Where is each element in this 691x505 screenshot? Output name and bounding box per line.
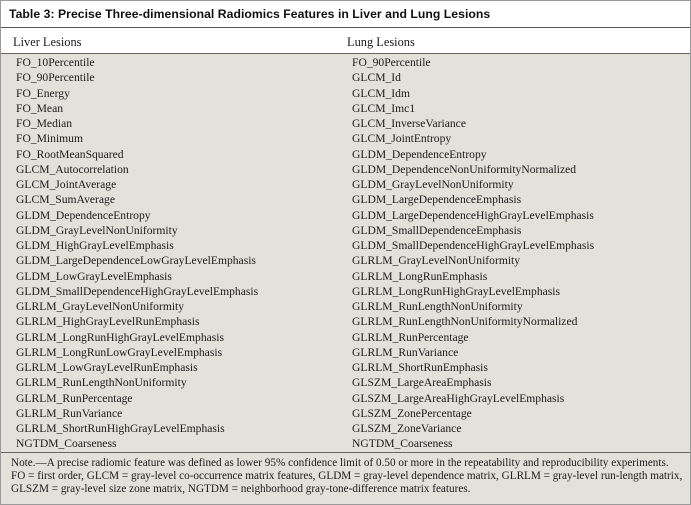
- liver-feature-item: GLRLM_RunVariance: [16, 406, 123, 420]
- lung-feature-item: GLCM_Idm: [352, 86, 410, 100]
- liver-feature-item: GLRLM_LongRunHighGrayLevelEmphasis: [16, 330, 225, 344]
- lung-feature-item: GLRLM_RunVariance: [352, 345, 459, 359]
- liver-feature-item: GLRLM_LowGrayLevelRunEmphasis: [16, 361, 198, 374]
- liver-feature-item: GLRLM_GrayLevelNonUniformity: [16, 300, 185, 313]
- column-header-liver: Liver Lesions: [13, 35, 82, 49]
- liver-feature-item: FO_90Percentile: [16, 71, 95, 85]
- lung-feature-item: GLCM_JointEntropy: [352, 132, 452, 146]
- liver-feature-item: FO_Mean: [16, 101, 64, 115]
- lung-feature-item: GLRLM_LongRunEmphasis: [352, 269, 488, 283]
- liver-feature-item: GLCM_SumAverage: [16, 193, 115, 207]
- lung-feature-item: GLDM_LargeDependenceHighGrayLevelEmphasis: [352, 208, 594, 222]
- lung-feature-item: GLDM_SmallDependenceEmphasis: [352, 223, 522, 237]
- lung-feature-item: GLCM_Id: [352, 71, 401, 85]
- liver-feature-item: GLRLM_RunPercentage: [16, 391, 133, 405]
- lung-feature-item: GLRLM_LongRunHighGrayLevelEmphasis: [352, 284, 561, 298]
- liver-feature-item: GLDM_SmallDependenceHighGrayLevelEmphasis: [16, 284, 259, 298]
- column-header-lung: Lung Lesions: [347, 35, 415, 49]
- lung-feature-item: GLDM_GrayLevelNonUniformity: [352, 178, 514, 191]
- lung-feature-item: GLCM_Imc1: [352, 101, 416, 115]
- liver-feature-item: GLRLM_LongRunLowGrayLevelEmphasis: [16, 345, 223, 359]
- liver-feature-item: GLCM_JointAverage: [16, 178, 117, 191]
- liver-feature-list: [16, 54, 258, 452]
- lung-feature-item: GLRLM_GrayLevelNonUniformity: [352, 254, 521, 268]
- lung-feature-item: NGTDM_Coarseness: [352, 437, 453, 451]
- header-row: [1, 28, 690, 54]
- lung-feature-item: GLSZM_ZoneVariance: [352, 422, 462, 435]
- liver-feature-item: GLDM_GrayLevelNonUniformity: [16, 223, 178, 237]
- liver-feature-item: GLRLM_RunLengthNonUniformity: [16, 376, 187, 390]
- liver-feature-item: GLDM_DependenceEntropy: [16, 208, 151, 222]
- liver-feature-item: GLDM_LowGrayLevelEmphasis: [16, 269, 172, 283]
- liver-feature-item: FO_Energy: [16, 86, 70, 100]
- lung-feature-item: GLSZM_LargeAreaEmphasis: [352, 376, 492, 390]
- lung-feature-item: GLDM_DependenceNonUniformityNormalized: [352, 162, 577, 176]
- liver-feature-item: GLRLM_HighGrayLevelRunEmphasis: [16, 315, 200, 329]
- lung-feature-item: GLSZM_LargeAreaHighGrayLevelEmphasis: [352, 391, 565, 405]
- lung-feature-item: GLRLM_RunLengthNonUniformityNormalized: [352, 315, 578, 329]
- table-title: Table 3: Precise Three-dimensional Radiomics Features in Liver and Lung Lesions: [9, 7, 491, 21]
- lung-feature-item: FO_90Percentile: [352, 56, 431, 69]
- liver-feature-item: GLDM_HighGrayLevelEmphasis: [16, 239, 174, 252]
- liver-feature-item: FO_RootMeanSquared: [16, 147, 124, 161]
- lung-feature-item: GLRLM_RunLengthNonUniformity: [352, 300, 523, 313]
- lung-feature-item: GLRLM_ShortRunEmphasis: [352, 361, 488, 374]
- lung-feature-item: GLDM_DependenceEntropy: [352, 147, 487, 161]
- table-bottom-rule: [1, 452, 690, 453]
- title-bar: [1, 1, 690, 28]
- lung-feature-item: GLSZM_ZonePercentage: [352, 406, 472, 420]
- liver-feature-item: GLDM_LargeDependenceLowGrayLevelEmphasis: [16, 254, 256, 268]
- lung-feature-item: GLRLM_RunPercentage: [352, 330, 469, 344]
- lung-feature-item: GLCM_InverseVariance: [352, 117, 466, 130]
- lung-feature-item: GLDM_SmallDependenceHighGrayLevelEmphasis: [352, 239, 595, 252]
- lung-feature-item: GLDM_LargeDependenceEmphasis: [352, 193, 522, 207]
- liver-feature-item: FO_Minimum: [16, 132, 83, 146]
- liver-feature-item: GLCM_Autocorrelation: [16, 162, 129, 176]
- liver-feature-item: FO_10Percentile: [16, 56, 95, 69]
- table-note: Note.—A precise radiomic feature was defined as lower 95% confidence limit of 0.50 or more in the repeatability and reproducibility experiments. FO = first order, GLCM = gray-level co-occurrence matrix features, GLDM = gray-level dependence matrix, GLRLM = gray-level run-length matrix, GLSZM = gray-level size zone matrix, NGTDM = neighborhood gray-tone-difference matrix features.: [11, 457, 683, 496]
- liver-feature-item: GLRLM_ShortRunHighGrayLevelEmphasis: [16, 422, 225, 435]
- liver-feature-item: NGTDM_Coarseness: [16, 437, 117, 451]
- lung-feature-list: [352, 54, 594, 452]
- liver-feature-item: FO_Median: [16, 117, 73, 130]
